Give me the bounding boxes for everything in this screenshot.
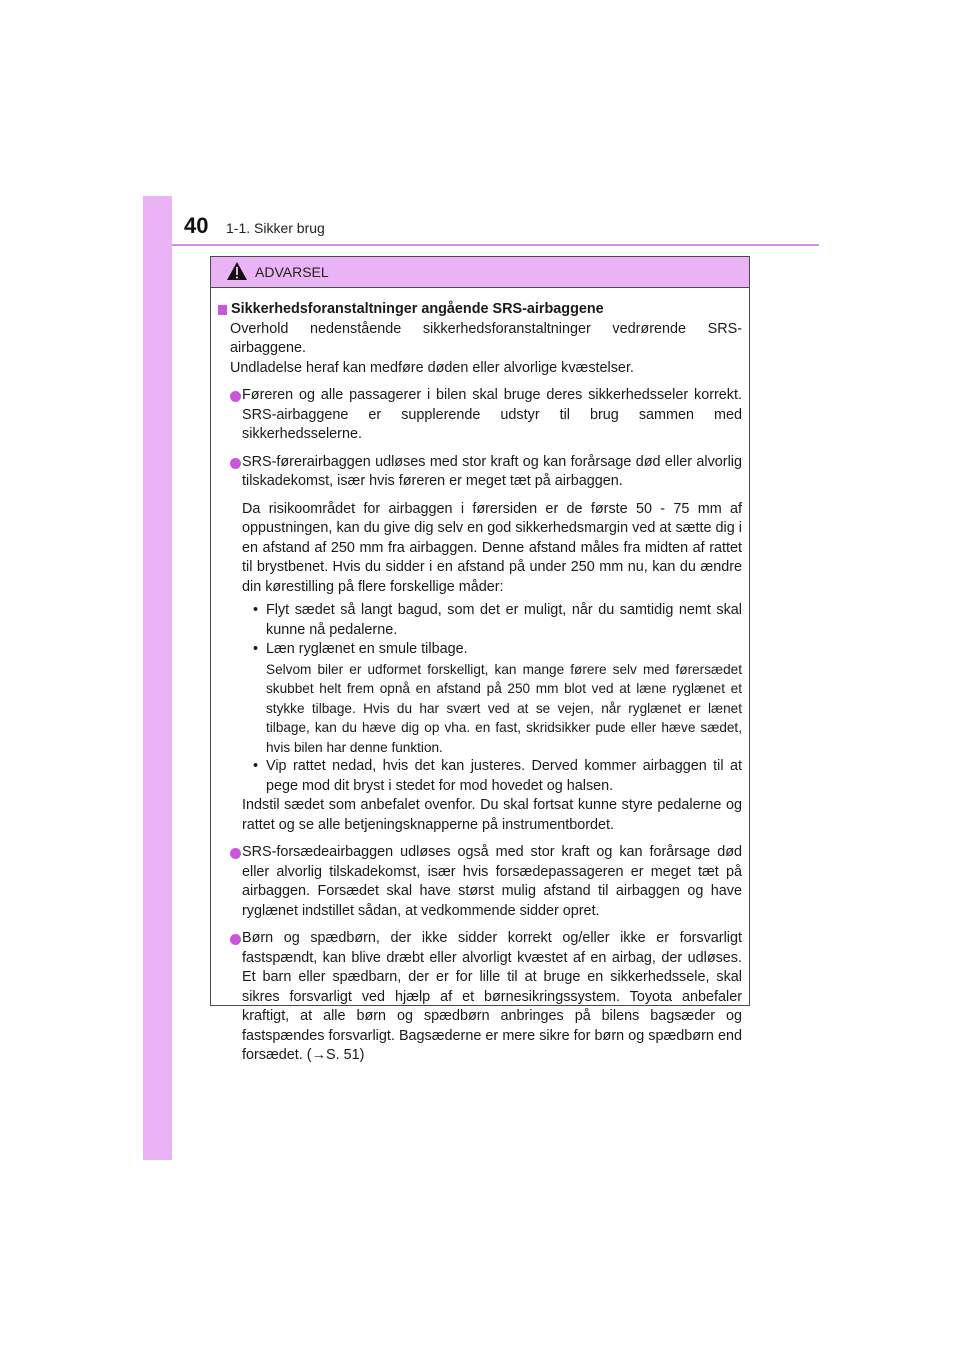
page-number: 40 — [184, 213, 209, 238]
section-title: 1-1. Sikker brug — [226, 220, 325, 236]
warning-item-2 — [218, 453, 742, 492]
warning-item-text: SRS-forsædeairbaggen udløses også med stor kraft og kan forårsage død eller alvorlig tilskadekomst, især hvis forsædepassageren er meget tæt på airbaggen. Forsædet skal have størst mulig afstand til airbaggen og have ryglænet indstillet sådan, at vedkommende sidder opret. — [242, 844, 742, 919]
adjustment-list — [218, 601, 742, 796]
bullet-marker: • — [253, 641, 259, 657]
warning-title-text: Sikkerhedsforanstaltninger angående SRS-airbaggene — [231, 301, 604, 317]
circle-bullet-icon — [230, 391, 241, 402]
warning-item-1 — [218, 386, 742, 445]
list-item-text: Flyt sædet så langt bagud, som det er muligt, når du samtidig nemt skal kunne nå pedalerne. — [266, 602, 742, 638]
warning-item-text: SRS-førerairbaggen udløses med stor kraft og kan forårsage død eller alvorlig tilskadekomst, især hvis føreren er meget tæt på airbaggen. — [242, 453, 742, 489]
bullet-marker: • — [253, 602, 259, 618]
warning-box — [210, 256, 750, 1063]
risk-paragraph: Da risikoområdet for airbaggen i førersiden er de første 50 - 75 mm af oppustningen, kan du give dig selv en god sikkerhedsmargin ved at sætte dig i en afstand af 250 mm fra airbaggen. Denne afstand måles fra midten af rattet til brystbenet. Hvis du sidder i en afstand på under 250 mm nu, kan du ændre din kørestilling på flere forskellige måder: — [242, 500, 742, 595]
intro-line-1: Overhold nedenstående sikkerhedsforanstaltninger vedrørende SRS-airbaggene. — [230, 320, 742, 356]
list-item-text: Læn ryglænet en smule tilbage. — [266, 641, 468, 657]
warning-item-text: Børn og spædbørn, der ikke sidder korrekt og/eller ikke er forsvarligt fastspændt, kan blive dræbt eller alvorligt kvæstet af en airbag, der udløses. Et barn eller spædbarn, der er for lille til at bruge en sikkerhedssele, skal sikres forsvarligt ved hjælp af et børnesikringssystem. Toyota anbefaler kraftigt, at alle børn og spædbørn anbringes på bilens bagsæder og fastspændes forsvarligt. Bagsæderne er mere sikre for børn og spædbørn end forsædet. (→S. 51) — [242, 930, 742, 1063]
header-rule — [172, 244, 819, 246]
warning-triangle-icon — [226, 261, 248, 281]
intro-line-2: Undladelse heraf kan medføre døden eller alvorlige kvæstelser. — [230, 359, 634, 376]
chapter-sidebar-tab — [143, 196, 172, 1160]
adjust-paragraph: Indstil sædet som anbefalet ovenfor. Du skal fortsat kunne styre pedalerne og rattet og se alle betjeningsknapperne på instrumentbordet. — [242, 797, 742, 833]
list-item — [218, 601, 742, 640]
square-bullet-icon — [218, 305, 227, 315]
list-item — [218, 640, 742, 660]
circle-bullet-icon — [230, 934, 241, 945]
warning-header — [211, 257, 749, 288]
warning-intro — [230, 320, 742, 379]
warning-title — [218, 300, 742, 320]
warning-item-3 — [218, 843, 742, 921]
warning-body — [211, 288, 749, 1066]
warning-item-text: Føreren og alle passagerer i bilen skal bruge deres sikkerhedsseler korrekt. SRS-airbaggene er supplerende udstyr til brug sammen med sikkerhedsselerne. — [242, 387, 742, 442]
bullet-marker: • — [253, 758, 259, 774]
warning-label: ADVARSEL — [255, 264, 329, 280]
circle-bullet-icon — [230, 458, 241, 469]
circle-bullet-icon — [230, 848, 241, 859]
list-item-note: Selvom biler er udformet forskelligt, kan mange førere selv med førersædet skubbet helt frem opnå en afstand på 250 mm blot ved at læne ryglænet et stykke tilbage. Hvis du har svært ved at se vejen, når ryglænet er lænet tilbage, kan du hæve dig op vha. en fast, skridsikker pude eller hæve sædet, hvis bilen har denne funktion. — [266, 661, 742, 755]
warning-item-4 — [218, 929, 742, 1066]
list-item — [218, 757, 742, 796]
list-item-text: Vip rattet nedad, hvis det kan justeres. Derved kommer airbaggen til at pege mod dit bryst i stedet for mod hovedet og halsen. — [266, 758, 742, 794]
